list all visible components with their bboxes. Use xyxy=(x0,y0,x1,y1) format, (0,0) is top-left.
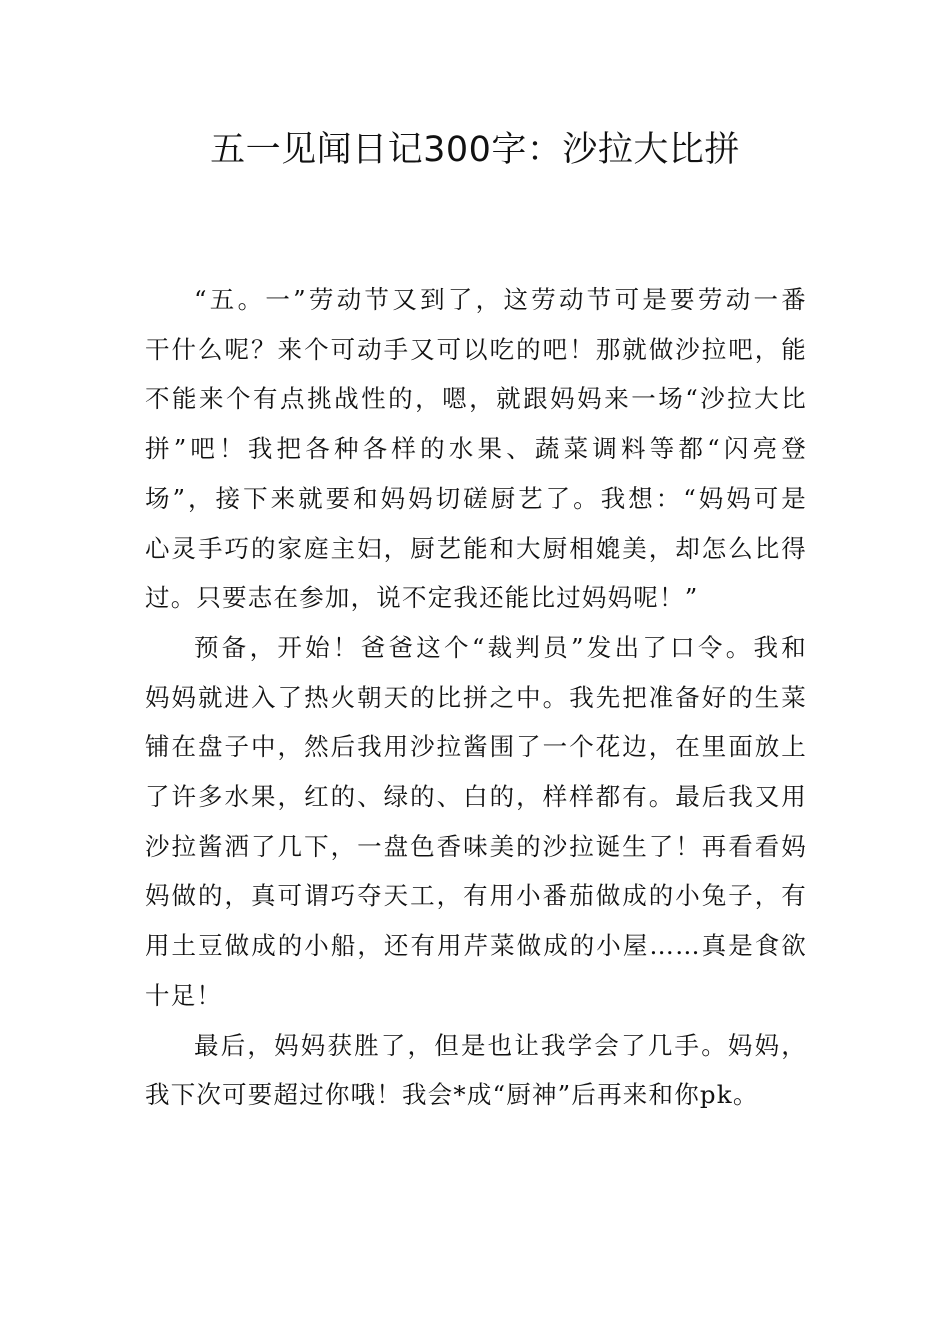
text-line: 妈做的，真可谓巧夺天工，有用小番茄做成的小兔子，有 xyxy=(145,881,807,911)
text-line: 铺在盘子中，然后我用沙拉酱围了一个花边，在里面放上 xyxy=(145,732,807,762)
text-line: 干什么呢？来个可动手又可以吃的吧！那就做沙拉吧，能 xyxy=(145,334,807,364)
document-title: 五一见闻日记300字：沙拉大比拼 xyxy=(210,130,740,170)
text-line: 过。只要志在参加，说不定我还能比过妈妈呢！” xyxy=(145,583,699,613)
text-line: 拼”吧！我把各种各样的水果、蔬菜调料等都“闪亮登 xyxy=(145,434,807,464)
text-line: 心灵手巧的家庭主妇，厨艺能和大厨相媲美，却怎么比得 xyxy=(145,533,807,563)
text-line: 我下次可要超过你哦！我会*成“厨神”后再来和你pk。 xyxy=(145,1080,759,1110)
text-line: 十足！ xyxy=(145,980,223,1010)
paragraph-2 xyxy=(145,623,807,1021)
text-line: 了许多水果，红的、绿的、白的，样样都有。最后我又用 xyxy=(145,782,807,812)
text-line: 最后，妈妈获胜了，但是也让我学会了几手。妈妈， xyxy=(194,1030,807,1060)
paragraph-3 xyxy=(145,1021,807,1120)
text-line: 场”，接下来就要和妈妈切磋厨艺了。我想：“妈妈可是 xyxy=(145,483,807,513)
text-line: 预备，开始！爸爸这个“裁判员”发出了口令。我和 xyxy=(194,632,807,662)
paragraph-1 xyxy=(145,275,807,623)
text-line: “五。一”劳动节又到了，这劳动节可是要劳动一番 xyxy=(194,285,807,314)
text-line: 妈妈就进入了热火朝天的比拼之中。我先把准备好的生菜 xyxy=(145,682,807,712)
document-body xyxy=(145,275,807,1120)
text-line: 用土豆做成的小船，还有用芹菜做成的小屋……真是食欲 xyxy=(145,931,807,961)
text-line: 沙拉酱洒了几下，一盘色香味美的沙拉诞生了！再看看妈 xyxy=(145,831,807,861)
text-line: 不能来个有点挑战性的，嗯，就跟妈妈来一场“沙拉大比 xyxy=(145,384,807,414)
